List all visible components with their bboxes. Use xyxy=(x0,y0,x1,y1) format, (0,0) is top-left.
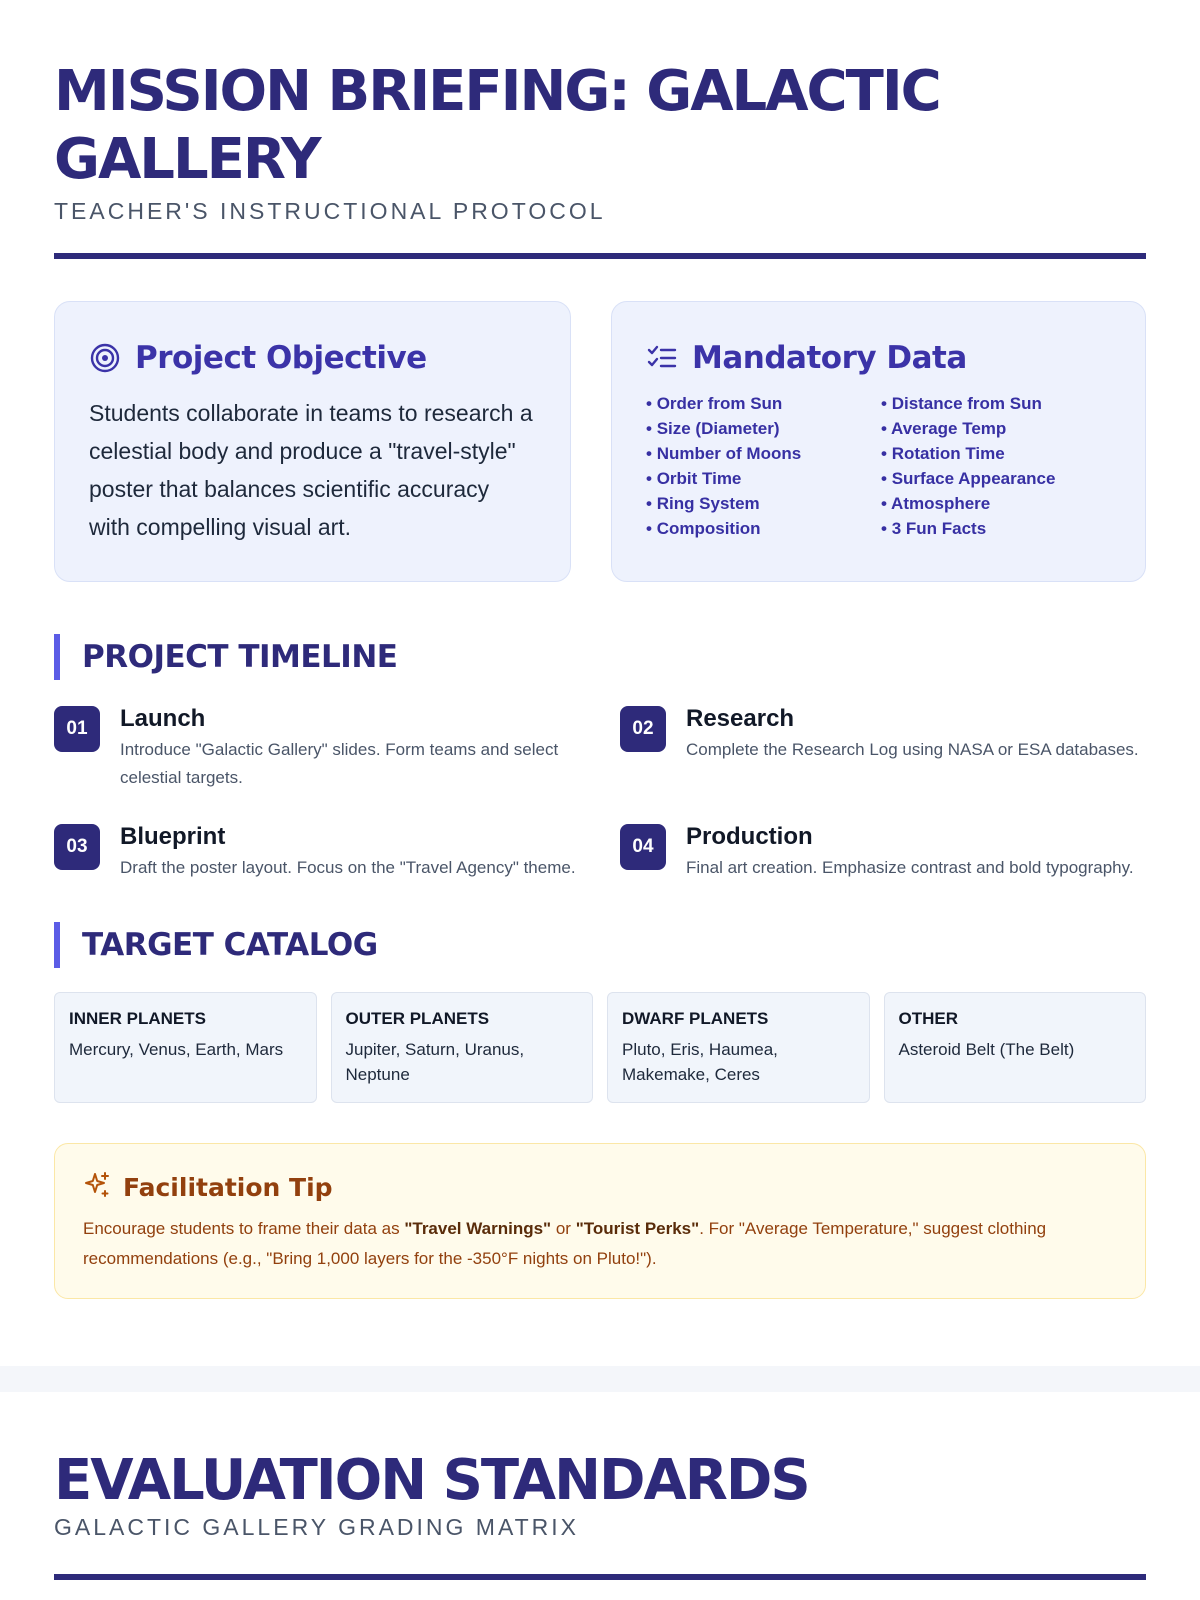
catalog-group-outer xyxy=(331,992,594,1103)
timeline-title: PROJECT TIMELINE xyxy=(82,639,398,675)
catalog-group-title: OUTER PLANETS xyxy=(345,1009,490,1028)
checklist-icon xyxy=(646,342,678,374)
timeline-step xyxy=(620,822,1146,882)
data-item: • Surface Appearance xyxy=(881,467,1111,490)
page-title: MISSION BRIEFING: GALACTIC GALLERY xyxy=(54,59,940,192)
target-catalog xyxy=(54,992,1146,1103)
timeline-section-header xyxy=(54,634,1146,680)
step-title: Launch xyxy=(120,705,206,732)
data-item: • 3 Fun Facts xyxy=(881,517,1111,540)
data-item: • Distance from Sun xyxy=(881,392,1111,415)
objective-title: Project Objective xyxy=(135,340,427,376)
step-description: Introduce "Galactic Gallery" slides. Form teams and select celestial targets. xyxy=(120,740,559,787)
catalog-group-body: Pluto, Eris, Haumea, Makemake, Ceres xyxy=(622,1040,778,1084)
data-item: • Atmosphere xyxy=(881,492,1111,515)
catalog-title: TARGET CATALOG xyxy=(82,927,378,963)
step-number-badge: 02 xyxy=(620,706,666,752)
tip-text-post: . For "Average Temperature," suggest clothing recommendations (e.g., "Bring 1,000 layers for the -350°F nights on Pluto!"). xyxy=(83,1219,1047,1268)
catalog-group-inner xyxy=(54,992,317,1103)
data-item: • Number of Moons xyxy=(646,442,881,465)
step-title: Production xyxy=(686,823,813,850)
page-subtitle: TEACHER'S INSTRUCTIONAL PROTOCOL xyxy=(54,198,606,224)
data-item: • Rotation Time xyxy=(881,442,1111,465)
info-cards xyxy=(54,301,1146,582)
catalog-section-header xyxy=(54,922,1146,968)
catalog-group-title: DWARF PLANETS xyxy=(622,1009,769,1028)
data-item: • Composition xyxy=(646,517,881,540)
data-item: • Order from Sun xyxy=(646,392,881,415)
tip-title: Facilitation Tip xyxy=(123,1172,333,1202)
step-description: Complete the Research Log using NASA or ESA databases. xyxy=(686,740,1139,759)
step-title: Research xyxy=(686,705,795,732)
timeline-step xyxy=(54,822,580,882)
tip-strong-travel-warnings: "Travel Warnings" xyxy=(404,1219,552,1238)
page-break-band xyxy=(0,1366,1200,1392)
step-description: Draft the poster layout. Focus on the "Travel Agency" theme. xyxy=(120,858,576,877)
step-description: Final art creation. Emphasize contrast and bold typography. xyxy=(686,858,1134,877)
target-icon xyxy=(89,342,121,374)
step-number-badge: 01 xyxy=(54,706,100,752)
catalog-group-other xyxy=(884,992,1147,1103)
evaluation-subtitle: GALACTIC GALLERY GRADING MATRIX xyxy=(54,1514,579,1540)
catalog-group-body: Jupiter, Saturn, Uranus, Neptune xyxy=(345,1040,525,1084)
evaluation-divider xyxy=(54,1574,1146,1580)
tip-header xyxy=(83,1170,1117,1204)
data-item: • Ring System xyxy=(646,492,881,515)
timeline-step xyxy=(54,704,580,792)
data-item: • Size (Diameter) xyxy=(646,417,881,440)
data-item: • Orbit Time xyxy=(646,467,881,490)
timeline-steps xyxy=(54,704,1146,882)
step-number-badge: 04 xyxy=(620,824,666,870)
objective-card xyxy=(54,301,571,582)
data-item: • Average Temp xyxy=(881,417,1111,440)
step-number-badge: 03 xyxy=(54,824,100,870)
catalog-group-body: Asteroid Belt (The Belt) xyxy=(898,1040,1075,1059)
catalog-group-body: Mercury, Venus, Earth, Mars xyxy=(69,1040,284,1059)
mandatory-data-list xyxy=(646,392,1111,540)
catalog-group-title: OTHER xyxy=(898,1009,958,1028)
facilitation-tip-box xyxy=(54,1143,1146,1299)
tip-text-mid: or xyxy=(551,1219,576,1238)
mandatory-header xyxy=(646,338,1111,378)
sparkle-icon xyxy=(83,1171,111,1204)
timeline-step xyxy=(620,704,1146,792)
header-divider xyxy=(54,253,1146,259)
step-title: Blueprint xyxy=(120,823,226,850)
catalog-group-dwarf xyxy=(607,992,870,1103)
objective-text: Students collaborate in teams to research a celestial body and produce a "travel-style" poster that balances scientific accuracy with compelling visual art. xyxy=(89,400,533,540)
mandatory-data-card xyxy=(611,301,1146,582)
objective-header xyxy=(89,338,536,378)
evaluation-section xyxy=(54,1450,1146,1541)
mandatory-title: Mandatory Data xyxy=(692,340,967,376)
tip-text xyxy=(83,1214,1117,1274)
tip-text-pre: Encourage students to frame their data as xyxy=(83,1219,405,1238)
evaluation-title: EVALUATION STANDARDS xyxy=(54,1448,809,1513)
catalog-group-title: INNER PLANETS xyxy=(69,1009,206,1028)
tip-strong-tourist-perks: "Tourist Perks" xyxy=(575,1219,700,1238)
